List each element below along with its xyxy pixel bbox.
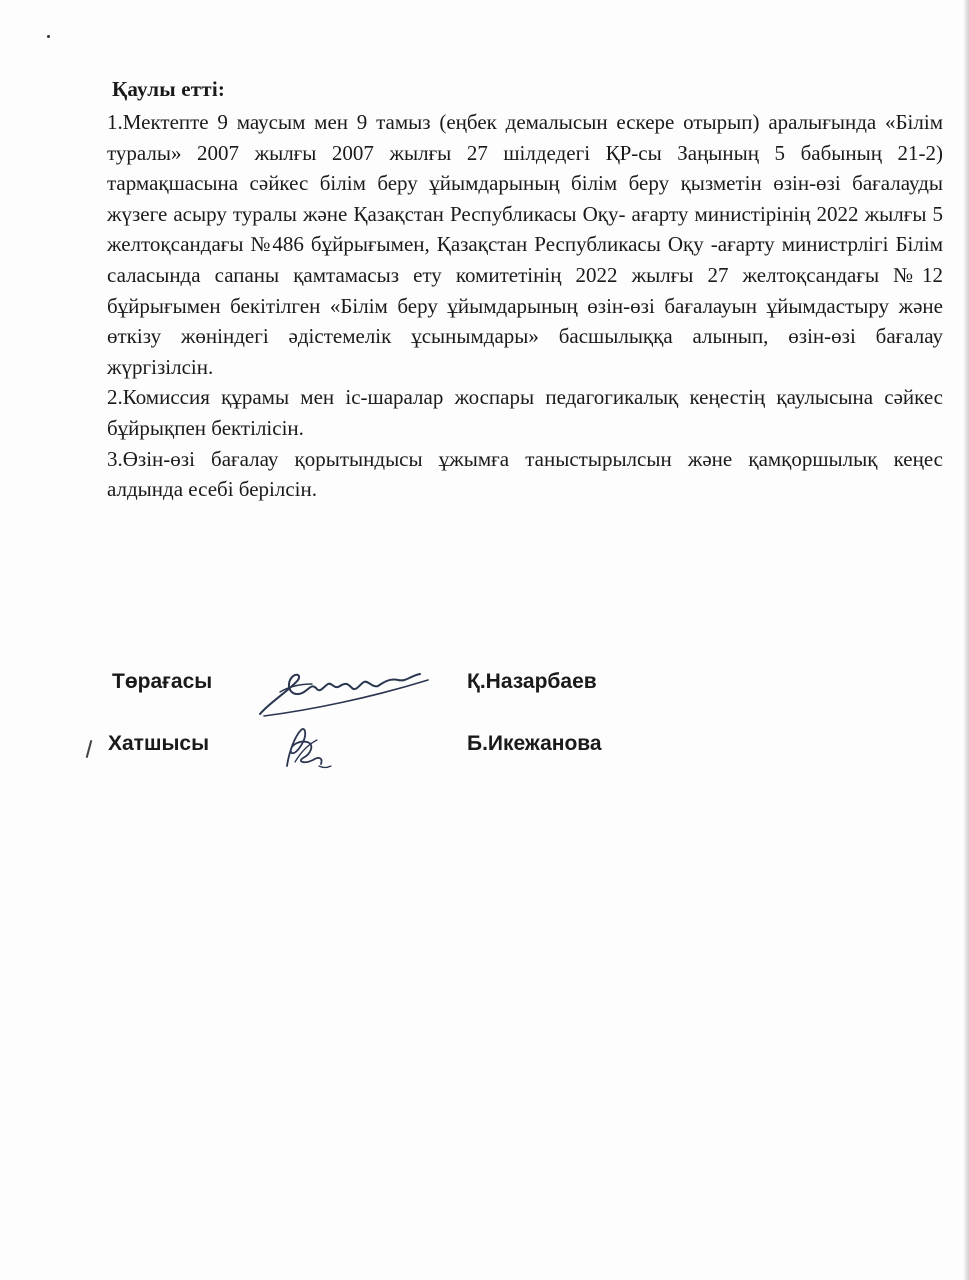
resolution-item-1: 1.Мектепте 9 маусым мен 9 тамыз (еңбек демалысын ескере отырып) аралығында «Білім туралы» 2007 жылғы 2007 жылғы 27 шілдедегі ҚР-сы Заңының 5 бабының 21-2) тармақшасына сәйкес білім беру ұйымдарының білім беру қызметін өзін-өзі бағалауды жүзеге асыру туралы және Қазақстан Республикасы Оқу- ағарту министірінің 2022 жылғы 5 желтоқсандағы №486 бұйрығымен, Қазақстан Республикасы Оқу -ағарту министрлігі Білім саласында сапаны қамтамасыз ету комитетінің 2022 жылғы 27 желтоқсандағы №12 бұйрығымен бекітілген «Білім беру ұйымдарының өзін-өзі бағалауын ұйымдастыру және өткізу жөніндегі әдістемелік ұсынымдары» басшылыққа алынып, өзін-өзі бағалау жүргізілсін. <box>107 110 943 379</box>
resolution-body <box>107 107 943 505</box>
secretary-signature-row <box>0 724 969 774</box>
chair-handwritten-signature <box>250 662 440 724</box>
secretary-role-label: Хатшысы <box>108 732 210 755</box>
chair-name: Қ.Назарбаев <box>467 670 597 693</box>
resolution-item-3: 3.Өзін-өзі бағалау қорытындысы ұжымға таныстырылсын және қамқоршылық кеңес алдында есебі берілсін. <box>107 446 943 502</box>
secretary-handwritten-signature <box>275 722 345 774</box>
chair-role-label: Төрағасы <box>112 670 213 693</box>
resolution-heading: Қаулы етті: <box>112 77 226 101</box>
secretary-name: Б.Икежанова <box>467 732 602 755</box>
scan-edge-shadow <box>963 0 969 1280</box>
resolution-item-2: 2.Комиссия құрамы мен іс-шаралар жоспары педагогикалық кеңестің қаулысына сәйкес бұйрықпен бектілісін. <box>107 385 943 440</box>
chair-signature-row <box>0 662 969 712</box>
scan-speck <box>47 35 50 38</box>
